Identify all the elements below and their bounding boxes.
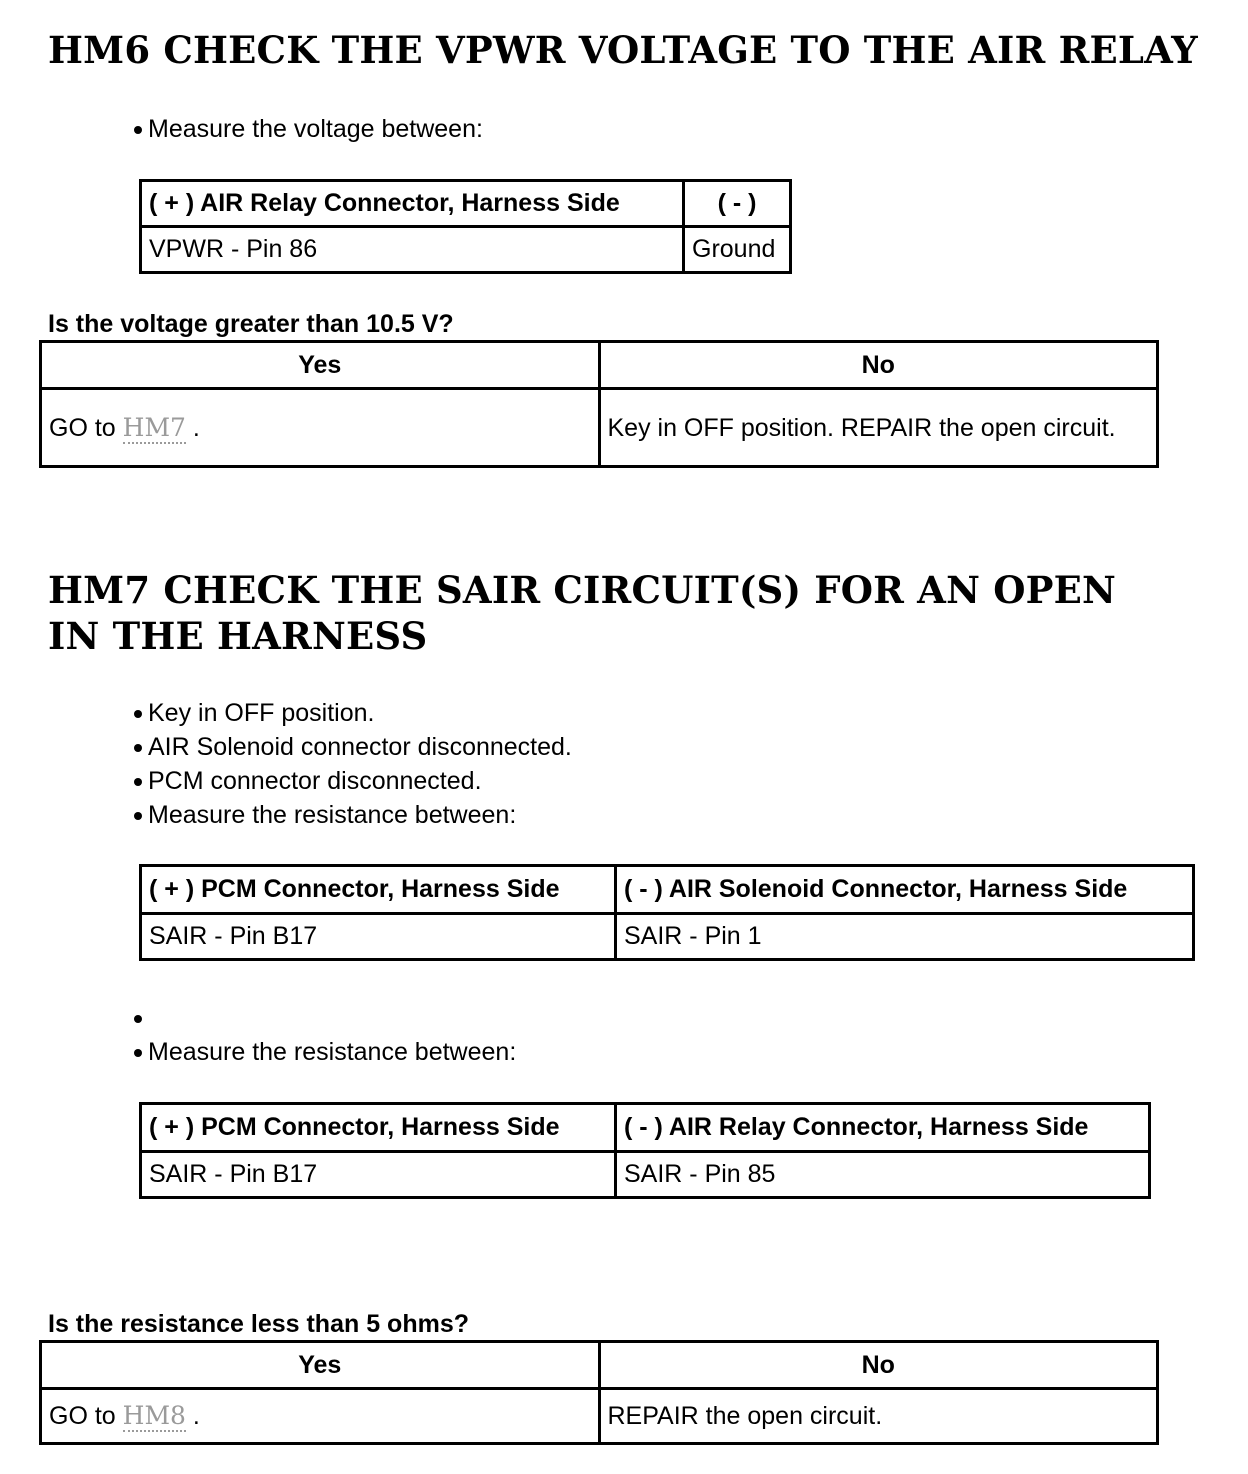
no-cell: REPAIR the open circuit. [599, 1389, 1158, 1444]
table-cell: SAIR - Pin 1 [616, 914, 1194, 960]
no-header: No [599, 1342, 1158, 1389]
hm7-answer-table [39, 1340, 1159, 1445]
table-header: ( + ) PCM Connector, Harness Side [141, 1104, 616, 1152]
list-item: Measure the resistance between: [130, 1035, 516, 1069]
hm7-steps [130, 696, 572, 832]
table-cell: SAIR - Pin 85 [616, 1152, 1150, 1198]
table-header: ( - ) [684, 181, 791, 227]
table-header: ( - ) AIR Solenoid Connector, Harness Side [616, 866, 1194, 914]
list-item [130, 1001, 516, 1035]
table-header: ( + ) PCM Connector, Harness Side [141, 866, 616, 914]
list-item: Measure the voltage between: [130, 112, 483, 146]
hm7-link[interactable]: HM7 [122, 412, 186, 442]
hm7-title: HM7 CHECK THE SAIR CIRCUIT(S) FOR AN OPEN IN THE HARNESS [48, 568, 1117, 658]
no-cell: Key in OFF position. REPAIR the open circuit. [599, 389, 1158, 467]
hm8-link[interactable]: HM8 [122, 1401, 186, 1430]
hm7-measure-table-1 [139, 864, 1195, 961]
no-header: No [599, 342, 1158, 389]
yes-cell [41, 1389, 600, 1444]
go-to-text: GO to [49, 1402, 116, 1430]
hm6-question: Is the voltage greater than 10.5 V? [48, 310, 454, 338]
go-to-text: GO to [49, 413, 116, 442]
yes-header: Yes [41, 1342, 600, 1389]
list-item: AIR Solenoid connector disconnected. [130, 730, 572, 764]
hm6-answer-table [39, 340, 1159, 468]
go-to-suffix: . [192, 1402, 200, 1430]
list-item: PCM connector disconnected. [130, 764, 572, 798]
hm7-steps-2 [130, 1001, 516, 1069]
hm6-measure-table [139, 179, 792, 274]
list-item: Measure the resistance between: [130, 798, 572, 832]
go-to-suffix: . [192, 413, 200, 442]
yes-cell [41, 389, 600, 467]
hm7-measure-table-2 [139, 1102, 1151, 1199]
table-header: ( + ) AIR Relay Connector, Harness Side [141, 181, 684, 227]
table-cell: SAIR - Pin B17 [141, 1152, 616, 1198]
hm6-steps [130, 112, 483, 146]
yes-header: Yes [41, 342, 600, 389]
table-cell: Ground [684, 227, 791, 273]
table-cell: SAIR - Pin B17 [141, 914, 616, 960]
hm6-title: HM6 CHECK THE VPWR VOLTAGE TO THE AIR RELAY [48, 28, 1198, 72]
table-header: ( - ) AIR Relay Connector, Harness Side [616, 1104, 1150, 1152]
list-item: Key in OFF position. [130, 696, 572, 730]
hm7-question: Is the resistance less than 5 ohms? [48, 1310, 469, 1338]
table-cell: VPWR - Pin 86 [141, 227, 684, 273]
